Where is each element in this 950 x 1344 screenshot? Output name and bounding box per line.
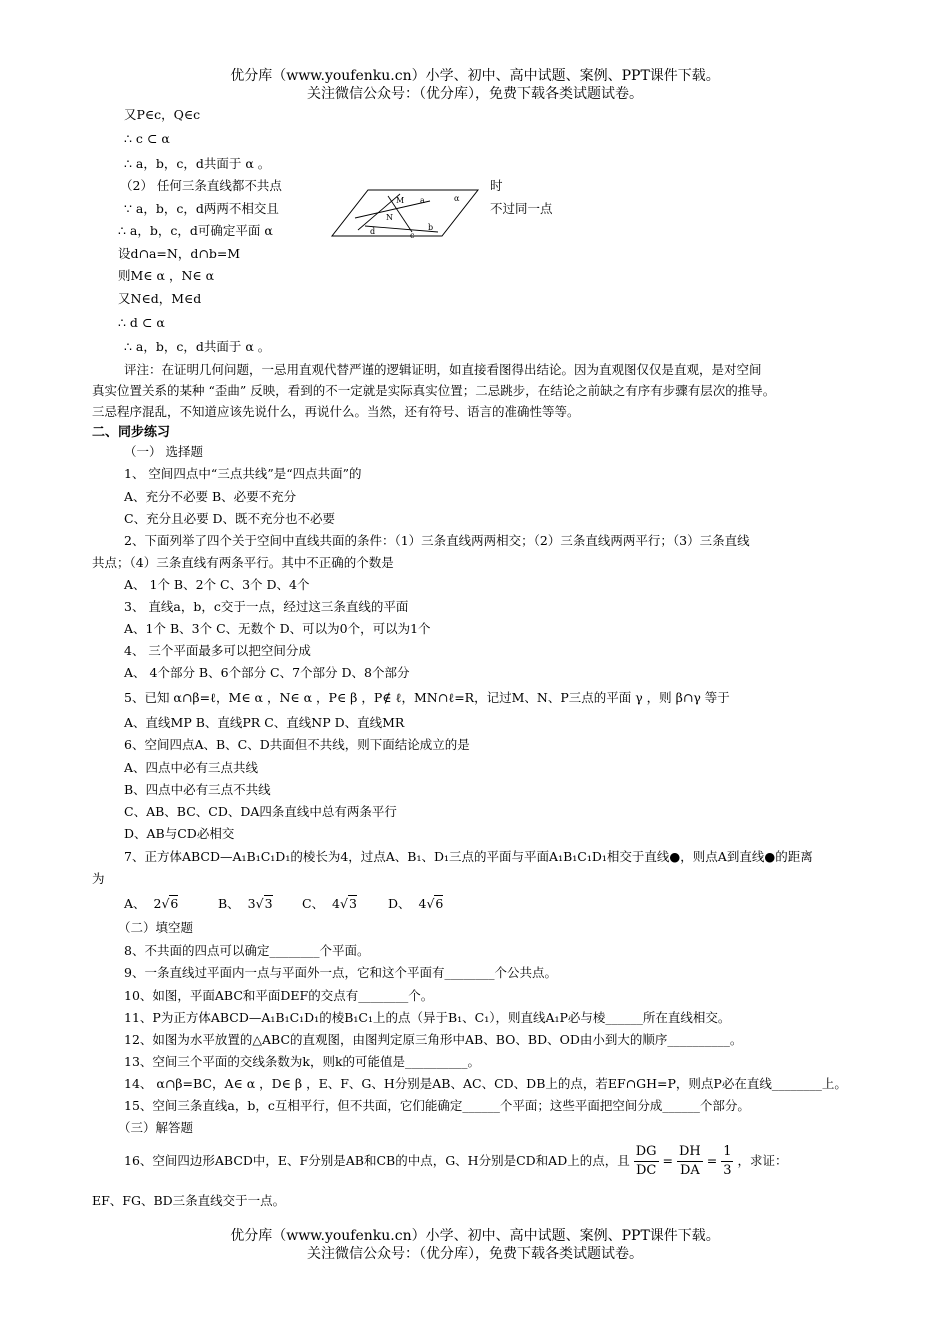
footer-line-1: 优分库（www.youfenku.cn）小学、初中、高中试题、案例、PPT课件下载。 [230,1228,720,1244]
question-4-options: A、 4个部分 B、6个部分 C、7个部分 D、8个部分 [124,665,410,680]
question-10: 10、如图，平面ABC和平面DEF的交点有________个。 [124,988,434,1003]
proof-line-9: 又N∈d，M∈d [118,291,202,306]
question-11: 11、P为正方体ABCD—A₁B₁C₁D₁的棱B₁C₁上的点（异于B₁、C₁），则直线A₁P必与棱______所在直线相交。 [124,1010,731,1025]
fraction-dg-dc: $\frac{DG}{DC}$ [635,1144,657,1178]
figure-label-d: d [370,227,376,236]
question-7-option-d: D、 4√6 [388,896,444,911]
figure-label-c: c [410,231,415,240]
proof-line-4: （2） 任何三条直线都不共点 [120,178,282,193]
question-2-line-1: 2、下面列举了四个关于空间中直线共面的条件：（1）三条直线两两相交；（2）三条直线两两平行；（3）三条直线 [124,533,750,548]
coplanar-lines-figure [330,188,480,240]
proof-line-6: ∴ a，b，c，d可确定平面 α [118,223,273,238]
figure-label-b: b [428,223,434,232]
question-16-line-2: EF、FG、BD三条直线交于一点。 [92,1193,286,1208]
question-15: 15、空间三条直线a，b，c互相平行，但不共面，它们能确定______个平面；这些平面把空间分成______个部分。 [124,1098,750,1113]
header-line-2: 关注微信公众号：（优分库），免费下载各类试题试卷。 [307,86,643,102]
section-title: 二、同步练习 [92,425,171,440]
question-5-options: A、直线MP B、直线PR C、直线NP D、直线MR [124,715,405,730]
proof-line-8: 则M∈ α ，N∈ α [118,268,215,283]
question-4: 4、 三个平面最多可以把空间分成 [124,643,311,658]
question-1-options-ab: A、充分不必要 B、必要不充分 [124,489,297,504]
question-3-options: A、1个 B、3个 C、无数个 D、可以为0个，可以为1个 [124,621,431,636]
comment-line-3: 三忌程序混乱，不知道应该先说什么，再说什么。当然，还有符号、语言的准确性等等。 [92,404,580,419]
proof-line-4-right: 时 [490,178,503,193]
footer-line-2: 关注微信公众号：（优分库），免费下载各类试题试卷。 [307,1246,643,1262]
question-6: 6、空间四点A、B、C、D共面但不共线，则下面结论成立的是 [124,737,470,752]
question-1-options-cd: C、充分且必要 D、既不充分也不必要 [124,511,336,526]
question-16-line-1: 16、空间四边形ABCD中，E、F分别是AB和CB的中点，G、H分别是CD和AD上的点，且 $\frac{DG}{DC}$ = $\frac{DH}{DA}$ = $\frac{1}{3}$ ，求证： [124,1144,788,1178]
fraction-one-third: $\frac{1}{3}$ [723,1144,732,1178]
question-7-option-a: A、 2√6 [124,896,179,911]
question-8: 8、不共面的四点可以确定________个平面。 [124,943,370,958]
question-7-option-b: B、 3√3 [218,896,273,911]
question-9: 9、一条直线过平面内一点与平面外一点，它和这个平面有________个公共点。 [124,965,557,980]
fraction-dh-da: $\frac{DH}{DA}$ [678,1144,701,1178]
question-1: 1、 空间四点中“三点共线”是“四点共面”的 [124,466,362,481]
proof-line-3: ∴ a，b，c，d共面于 α 。 [124,156,271,171]
question-3: 3、 直线a，b，c交于一点，经过这三条直线的平面 [124,599,409,614]
header-line-1: 优分库（www.youfenku.cn）小学、初中、高中试题、案例、PPT课件下载。 [230,68,720,84]
comment-line-2: 真实位置关系的某种 “歪曲” 反映，看到的不一定就是实际真实位置；二忌跳步，在结论之前缺之有序有步骤有层次的推导。 [92,383,776,398]
proof-line-5-right: 不过同一点 [490,201,553,216]
figure-label-alpha: α [454,194,460,203]
question-2-line-2: 共点；（4）三条直线有两条平行。其中不正确的个数是 [92,555,394,570]
figure-label-N: N [386,213,393,222]
question-6-option-d: D、AB与CD必相交 [124,826,235,841]
question-7-option-c: C、 4√3 [302,896,357,911]
question-2-options: A、 1个 B、2个 C、3个 D、4个 [124,577,310,592]
question-6-option-b: B、四点中必有三点不共线 [124,782,271,797]
question-12: 12、如图为水平放置的△ABC的直观图，由图判定原三角形中AB、BO、BD、OD由小到大的顺序__________。 [124,1032,743,1047]
fill-title: （二）填空题 [118,920,194,935]
question-14: 14、 α∩β=BC，A∈ α ，D∈ β ，E、F、G、H分别是AB、AC、CD、DB上的点，若EF∩GH=P，则点P必在直线________上。 [124,1076,847,1091]
figure-label-a: a [420,196,425,205]
proof-line-7: 设d∩a=N，d∩b=M [118,246,241,261]
proof-line-10: ∴ d ⊂ α [118,315,165,330]
answer-title: （三）解答题 [118,1120,194,1135]
figure-label-M: M [396,196,405,205]
proof-line-2: ∴ c ⊂ α [124,131,170,146]
proof-line-1: 又P∈c，Q∈c [124,107,201,122]
question-5: 5、已知 α∩β=ℓ，M∈ α ，N∈ α ，P∈ β ，P∉ ℓ，MN∩ℓ=R，记过M、N、P三点的平面 γ ，则 β∩γ 等于 [124,690,730,705]
comment-line-1: 评注：在证明几何问题，一忌用直观代替严谨的逻辑证明，如直接看图得出结论。因为直观图仅仅是直观，是对空间 [124,362,762,377]
question-6-option-a: A、四点中必有三点共线 [124,760,259,775]
choice-title: （一） 选择题 [124,444,203,459]
question-7-line-1: 7、正方体ABCD—A₁B₁C₁D₁的棱长为4，过点A、B₁、D₁三点的平面与平面A₁B₁C₁D₁相交于直线●，则点A到直线●的距离 [124,849,813,864]
question-6-option-c: C、AB、BC、CD、DA四条直线中总有两条平行 [124,804,397,819]
proof-line-11: ∴ a，b，c，d共面于 α 。 [124,339,271,354]
question-7-line-2: 为 [92,871,105,886]
proof-line-5: ∵ a，b，c，d两两不相交且 [124,201,279,216]
question-13: 13、空间三个平面的交线条数为k，则k的可能值是__________。 [124,1054,481,1069]
